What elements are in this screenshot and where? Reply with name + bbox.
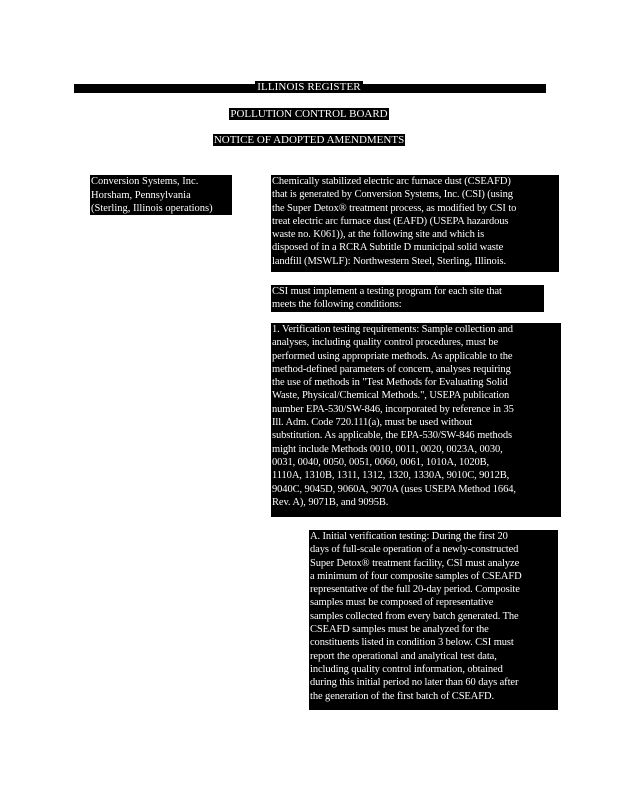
notice-title-text: NOTICE OF ADOPTED AMENDMENTS bbox=[213, 134, 405, 146]
paragraph-line: the generation of the first batch of CSEAFD. bbox=[310, 690, 494, 702]
waste-description-paragraph bbox=[271, 175, 559, 272]
paragraph-line: Super Detox® treatment facility, CSI must analyze bbox=[310, 557, 520, 569]
condition-1a-paragraph bbox=[309, 530, 558, 710]
paragraph-line: the Super Detox® treatment process, as modified by CSI to bbox=[272, 202, 517, 214]
paragraph-line: Waste, Physical/Chemical Methods.", USEPA publication bbox=[272, 390, 510, 402]
paragraph-line: 1110A, 1310B, 1311, 1312, 1320, 1330A, 9010C, 9012B, bbox=[272, 470, 510, 482]
paragraph-line: samples collected from every batch generated. The bbox=[310, 610, 519, 622]
paragraph-line: CSEAFD samples must be analyzed for the bbox=[310, 624, 489, 636]
facility-name-block bbox=[90, 175, 232, 215]
paragraph-line: the use of methods in "Test Methods for Evaluating Solid bbox=[272, 377, 508, 389]
facility-line: Conversion Systems, Inc. bbox=[91, 176, 199, 187]
paragraph-line: that is generated by Conversion Systems, Inc. (CSI) (using bbox=[272, 189, 513, 201]
facility-line: Horsham, Pennsylvania bbox=[91, 189, 191, 201]
paragraph-line: method-defined parameters of concern, analyses requiring bbox=[272, 363, 511, 375]
paragraph-line: samples must be composed of representative bbox=[310, 597, 494, 609]
board-title bbox=[0, 107, 618, 121]
paragraph-line: treat electric arc furnace dust (EAFD) (USEPA hazardous bbox=[272, 215, 509, 227]
paragraph-line: performed using appropriate methods. As applicable to the bbox=[272, 350, 513, 362]
paragraph-line: representative of the full 20-day period. Composite bbox=[310, 584, 520, 596]
paragraph-line: days of full-scale operation of a newly-constructed bbox=[310, 544, 519, 556]
paragraph-line: Ill. Adm. Code 720.111(a), must be used without bbox=[272, 417, 473, 429]
paragraph-line: 0031, 0040, 0050, 0051, 0060, 0061, 1010A, 1020B, bbox=[272, 456, 490, 468]
register-title bbox=[0, 80, 618, 94]
paragraph-line: Rev. A), 9071B, and 9095B. bbox=[272, 496, 389, 508]
paragraph-line: disposed of in a RCRA Subtitle D municipal solid waste bbox=[272, 242, 504, 254]
paragraph-line: 9040C, 9045D, 9060A, 9070A (uses USEPA Method 1664, bbox=[272, 483, 516, 495]
paragraph-line: including quality control information, obtained bbox=[310, 663, 503, 675]
testing-program-intro bbox=[271, 285, 544, 312]
paragraph-line: A. Initial verification testing: During the first 20 bbox=[310, 531, 508, 542]
paragraph-line: number EPA-530/SW-846, incorporated by reference in 35 bbox=[272, 403, 514, 415]
paragraph-line: report the operational and analytical test data, bbox=[310, 650, 497, 662]
paragraph-line: constituents listed in condition 3 below. CSI must bbox=[310, 637, 514, 649]
register-title-text: ILLINOIS REGISTER bbox=[257, 81, 361, 93]
paragraph-line: waste no. K061)), at the following site and which is bbox=[272, 229, 485, 241]
paragraph-line: Chemically stabilized electric arc furnace dust (CSEAFD) bbox=[272, 176, 511, 187]
paragraph-line: analyses, including quality control procedures, must be bbox=[272, 337, 499, 349]
paragraph-line: meets the following conditions: bbox=[272, 299, 402, 311]
paragraph-line: CSI must implement a testing program for each site that bbox=[272, 286, 502, 297]
notice-title bbox=[0, 133, 618, 147]
paragraph-line: might include Methods 0010, 0011, 0020, 0023A, 0030, bbox=[272, 443, 503, 455]
facility-line: (Sterling, Illinois operations) bbox=[91, 203, 213, 214]
paragraph-line: during this initial period no later than 60 days after bbox=[310, 677, 519, 689]
paragraph-line: landfill (MSWLF): Northwestern Steel, Sterling, Illinois. bbox=[272, 255, 507, 267]
paragraph-line: substitution. As applicable, the EPA-530/SW-846 methods bbox=[272, 430, 512, 442]
paragraph-line: 1. Verification testing requirements: Sample collection and bbox=[272, 324, 513, 335]
paragraph-line: a minimum of four composite samples of CSEAFD bbox=[310, 570, 522, 582]
board-title-text: POLLUTION CONTROL BOARD bbox=[230, 108, 388, 120]
condition-1-paragraph bbox=[271, 323, 561, 517]
